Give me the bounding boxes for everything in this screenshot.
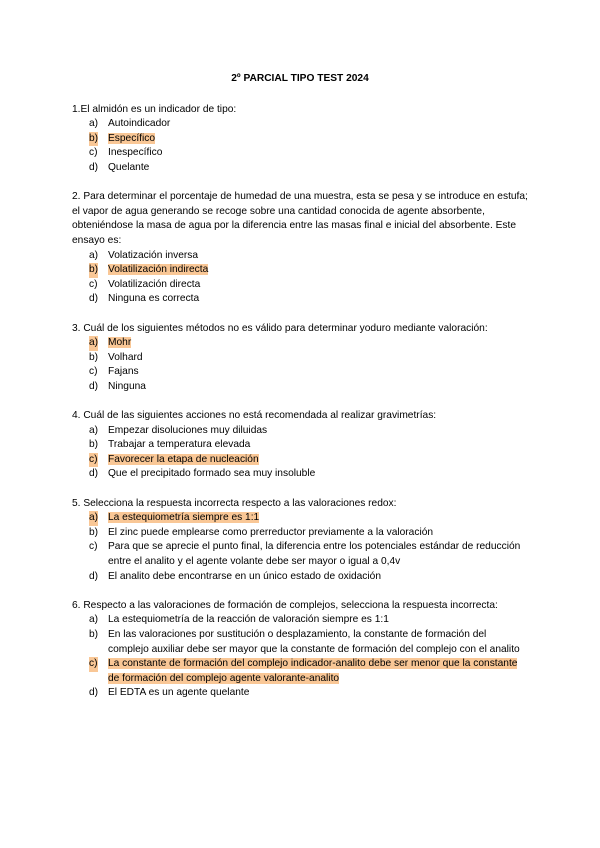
option-letter: d)	[89, 468, 99, 480]
option-text: Empezar disoluciones muy diluidas	[108, 424, 268, 436]
option-letter: a)	[89, 249, 99, 261]
option-letter: a)	[89, 614, 99, 626]
answer-option	[72, 657, 528, 686]
answer-option	[72, 438, 528, 453]
answer-option	[72, 263, 528, 278]
option-letter: b)	[89, 628, 99, 640]
page-title: 2º PARCIAL TIPO TEST 2024	[231, 73, 369, 84]
answer-options	[72, 511, 528, 584]
option-text: El zinc puede emplearse como prerreductor previamente a la valoración	[108, 526, 434, 538]
option-letter: d)	[89, 293, 99, 305]
question-text: 1.El almidón es un indicador de tipo:	[72, 103, 237, 115]
answer-options	[72, 336, 528, 394]
option-text: La estequiometría de la reacción de valoración siempre es 1:1	[108, 614, 389, 626]
option-text: Que el precipitado formado sea muy insoluble	[108, 468, 316, 480]
question-2	[72, 190, 528, 307]
option-letter: c)	[89, 657, 98, 672]
option-text: En las valoraciones por sustitución o desplazamiento, la constante de formación del complejo auxiliar debe ser mayor que la constante de formación del complejo con el analito	[108, 628, 520, 655]
option-letter: b)	[89, 439, 99, 451]
option-letter: b)	[89, 132, 98, 147]
question-list	[72, 103, 528, 701]
answer-option	[72, 540, 528, 569]
answer-option	[72, 424, 528, 439]
question-1	[72, 103, 528, 176]
option-letter: b)	[89, 351, 99, 363]
answer-option	[72, 526, 528, 541]
question-4	[72, 409, 528, 482]
option-letter: d)	[89, 687, 99, 699]
option-text: Ninguna	[108, 380, 146, 392]
option-letter: c)	[89, 453, 98, 468]
answer-option	[72, 613, 528, 628]
answer-option	[72, 453, 528, 468]
option-text: Quelante	[108, 161, 150, 173]
option-text-highlighted: Favorecer la etapa de nucleación	[108, 453, 259, 465]
option-text-highlighted: La constante de formación del complejo indicador-analito debe ser menor que la constante de formación del complejo agente valorante-analito	[108, 658, 518, 684]
question-3	[72, 322, 528, 395]
option-text: Volhard	[108, 351, 143, 363]
answer-option	[72, 686, 528, 701]
answer-option	[72, 628, 528, 657]
answer-option	[72, 132, 528, 147]
option-letter: b)	[89, 526, 99, 538]
option-text: Autoindicador	[108, 118, 171, 130]
option-letter: a)	[89, 424, 99, 436]
option-letter: a)	[89, 118, 99, 130]
answer-option	[72, 249, 528, 264]
question-5	[72, 497, 528, 585]
option-letter: d)	[89, 380, 99, 392]
option-text: Ninguna es correcta	[108, 293, 200, 305]
option-letter: a)	[89, 336, 98, 351]
answer-option	[72, 146, 528, 161]
answer-option	[72, 570, 528, 585]
question-6	[72, 599, 528, 701]
option-text: El EDTA es un agente quelante	[108, 687, 250, 699]
option-text: Trabajar a temperatura elevada	[108, 439, 251, 451]
answer-option	[72, 351, 528, 366]
option-letter: d)	[89, 161, 99, 173]
question-text: 4. Cuál de las siguientes acciones no está recomendada al realizar gravimetrías:	[72, 410, 437, 422]
option-text-highlighted: Mohr	[108, 337, 132, 349]
answer-option	[72, 292, 528, 307]
option-text: El analito debe encontrarse en un único estado de oxidación	[108, 570, 381, 582]
option-letter: c)	[89, 541, 98, 553]
answer-options	[72, 424, 528, 482]
answer-option	[72, 511, 528, 526]
option-text: Fajans	[108, 366, 139, 378]
option-text-highlighted: La estequiometría siempre es 1:1	[108, 512, 260, 524]
question-text: 5. Selecciona la respuesta incorrecta respecto a las valoraciones redox:	[72, 497, 397, 509]
option-text: Para que se aprecie el punto final, la diferencia entre los potenciales estándar de reducción entre el analito y el agente volante debe ser mayor o igual a 0,4v	[108, 541, 521, 567]
question-text: 3. Cuál de los siguientes métodos no es válido para determinar yoduro mediante valoración:	[72, 322, 488, 334]
option-text-highlighted: Específico	[108, 132, 155, 144]
answer-option	[72, 365, 528, 380]
answer-option	[72, 467, 528, 482]
answer-options	[72, 613, 528, 701]
option-letter: d)	[89, 570, 99, 582]
answer-option	[72, 117, 528, 132]
option-text: Inespecífico	[108, 147, 163, 159]
option-letter: c)	[89, 278, 98, 290]
question-text: 2. Para determinar el porcentaje de humedad de una muestra, esta se pesa y se introduce en estufa; el vapor de agua generando se recoge sobre una cantidad conocida de agente absorbente, obteniéndose la masa de agua por la diferencia entre las masas final e inicial del absorbente. Este ensayo es:	[72, 191, 528, 246]
option-letter: c)	[89, 366, 98, 378]
option-text-highlighted: Volatilización indirecta	[108, 264, 209, 276]
option-letter: b)	[89, 263, 98, 278]
option-text: Volatilización directa	[108, 278, 201, 290]
option-text: Volatización inversa	[108, 249, 199, 261]
answer-options	[72, 117, 528, 175]
answer-option	[72, 161, 528, 176]
answer-option	[72, 278, 528, 293]
question-text: 6. Respecto a las valoraciones de formación de complejos, selecciona la respuesta incorrecta:	[72, 599, 498, 611]
answer-options	[72, 249, 528, 307]
answer-option	[72, 380, 528, 395]
option-letter: a)	[89, 511, 98, 526]
answer-option	[72, 336, 528, 351]
option-letter: c)	[89, 147, 98, 159]
